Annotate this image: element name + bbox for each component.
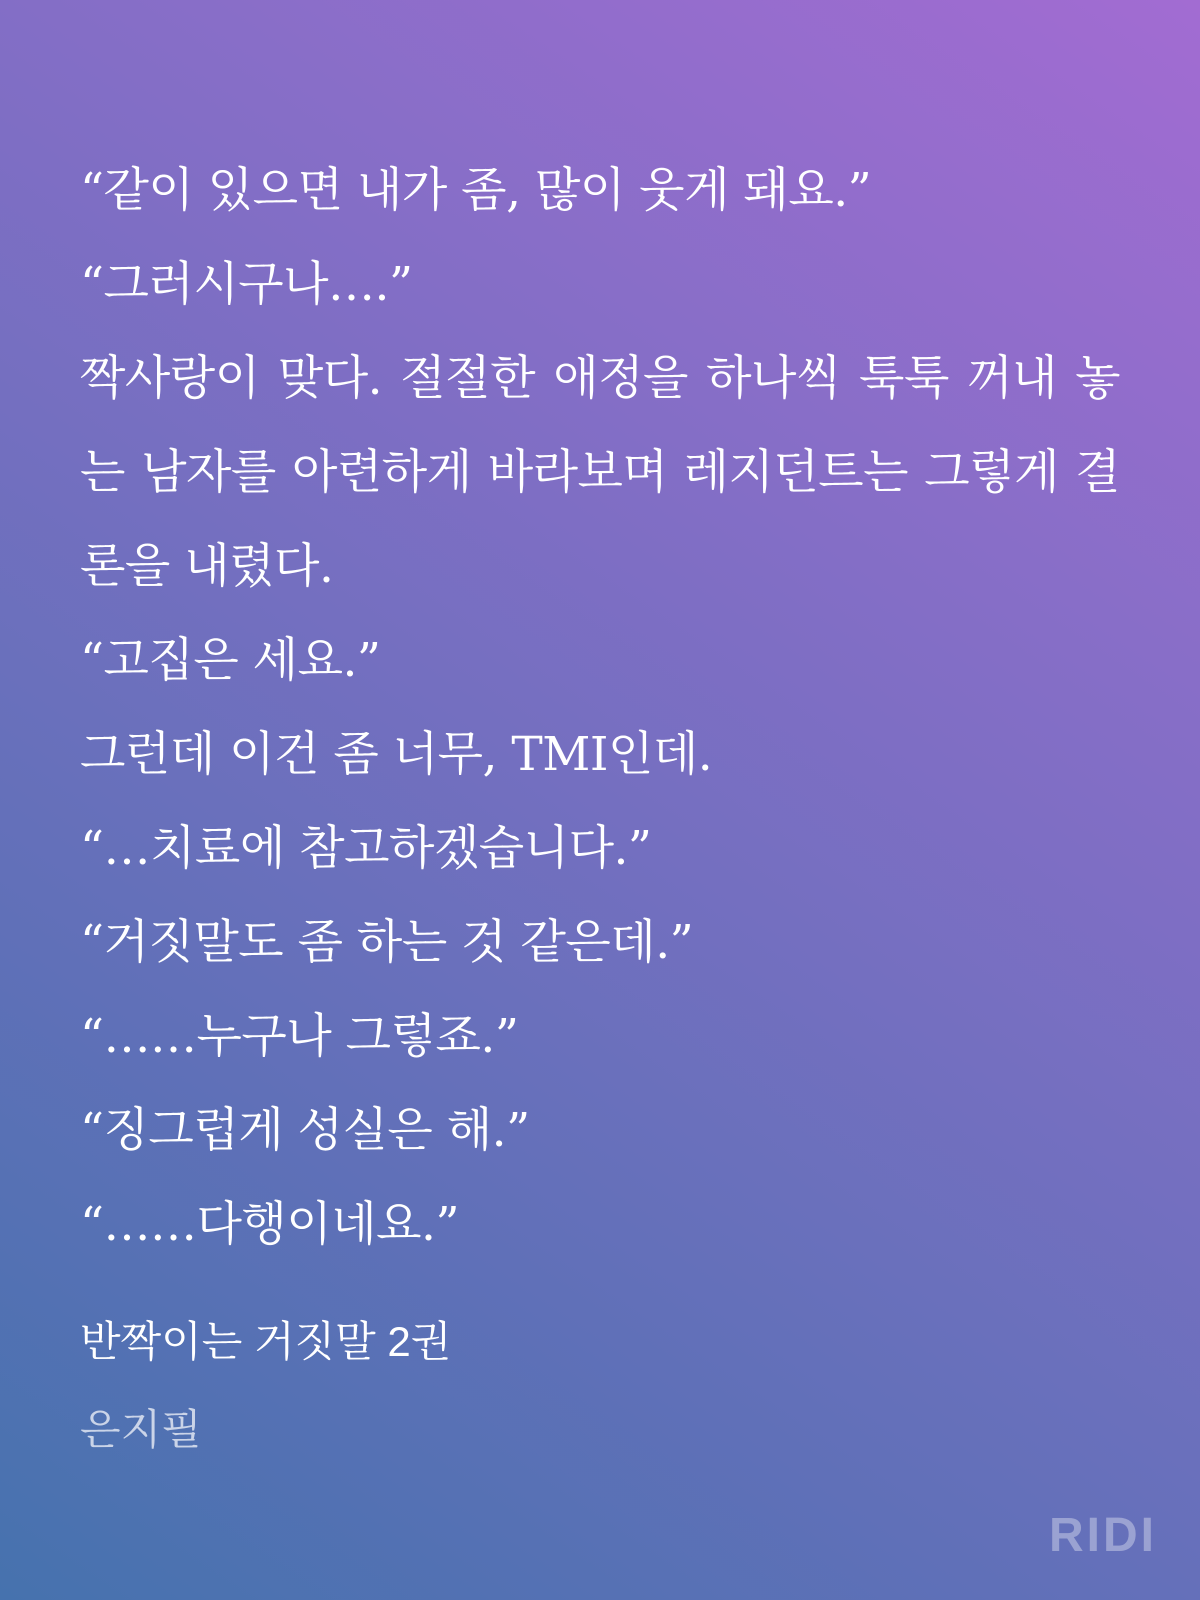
quote-text-block xyxy=(80,144,1120,1272)
quote-paragraph: “그러시구나….” xyxy=(80,257,413,312)
quote-paragraph: “거짓말도 좀 하는 것 같은데.” xyxy=(80,915,694,970)
quote-paragraph: 짝사랑이 맞다. 절절한 애정을 하나씩 툭툭 꺼내 놓는 남자를 아련하게 바라보며 레지던트는 그렇게 결론을 내렸다. xyxy=(80,351,1120,594)
quote-paragraph: “고집은 세요.” xyxy=(80,633,381,688)
ridi-logo: RIDI xyxy=(1049,1509,1157,1562)
book-author: 은지필 xyxy=(80,1406,202,1453)
quote-paragraph: “……다행이네요.” xyxy=(80,1197,460,1252)
book-title: 반짝이는 거짓말 2권 xyxy=(80,1318,452,1365)
quote-paragraph: “징그럽게 성실은 해.” xyxy=(80,1103,530,1158)
quote-paragraph: “같이 있으면 내가 좀, 많이 웃게 돼요.” xyxy=(80,163,872,218)
quote-paragraph: “……누구나 그렇죠.” xyxy=(80,1009,519,1064)
quote-paragraph: “…치료에 참고하겠습니다.” xyxy=(80,821,652,876)
book-meta-block xyxy=(80,1316,1120,1456)
quote-paragraph: 그런데 이건 좀 너무, TMI인데. xyxy=(80,727,713,782)
